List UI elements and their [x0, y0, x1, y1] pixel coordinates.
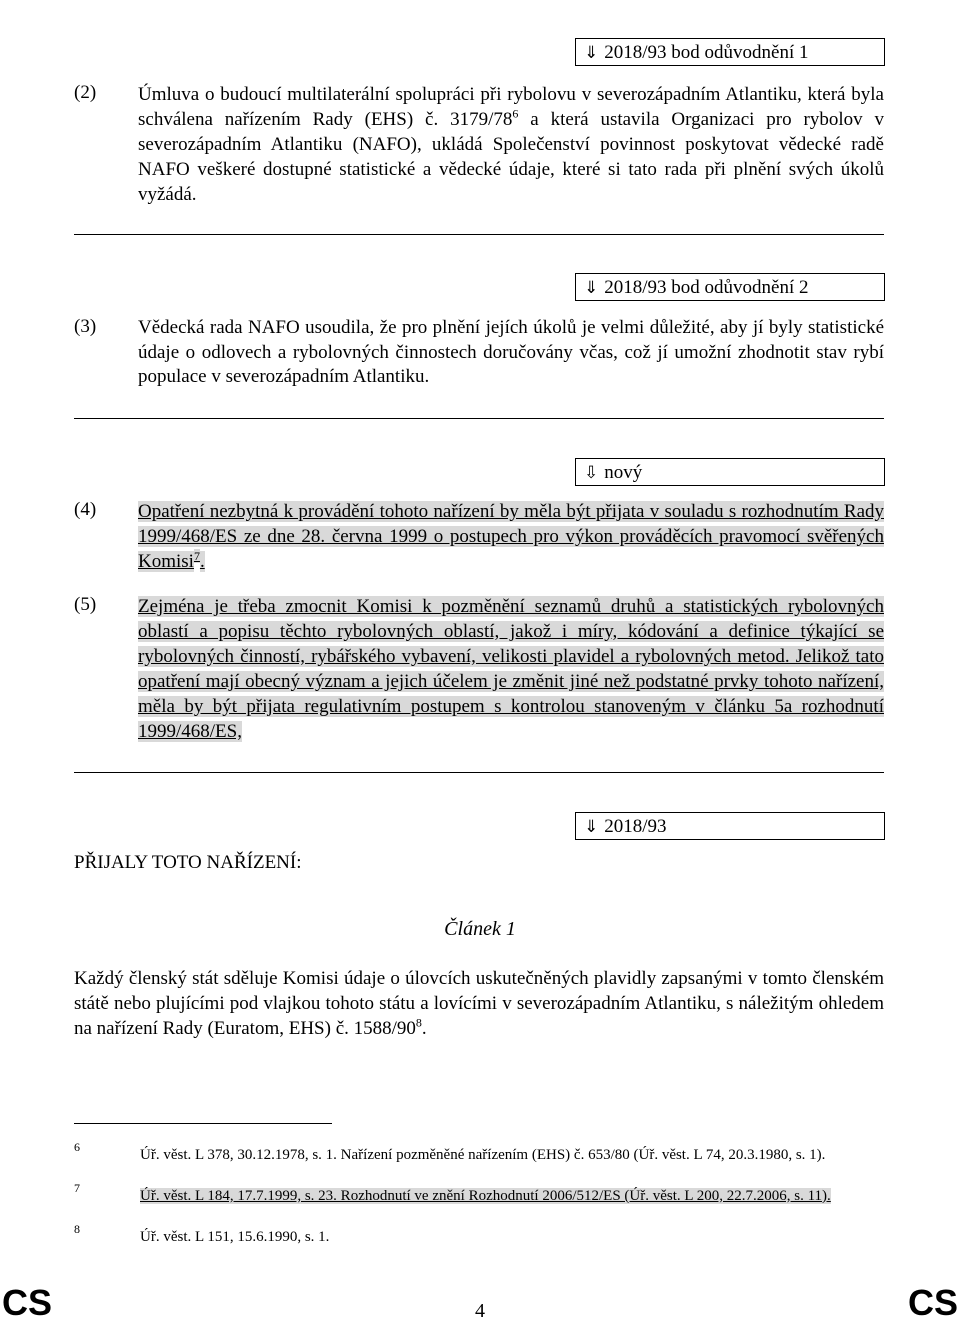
footnote-number: 7	[74, 1181, 80, 1195]
provenance-label: 2018/93 bod odůvodnění 1	[604, 42, 809, 63]
provenance-label: 2018/93	[604, 816, 667, 837]
footnote-text: Úř. věst. L 378, 30.12.1978, s. 1. Nařízení pozměněné nařízením (EHS) č. 653/80 (Úř. věst. L 74, 20.3.1980, s. 1).	[140, 1147, 826, 1163]
down-arrow-icon: ⇓	[584, 43, 599, 63]
footnote	[74, 1222, 884, 1246]
provenance-box-recital-2	[575, 273, 885, 301]
footnote-number: 8	[74, 1222, 80, 1236]
provenance-box-enacting	[575, 812, 885, 840]
provenance-box-new	[575, 458, 885, 486]
down-arrow-icon: ⇓	[584, 817, 599, 837]
recital-4	[74, 499, 884, 574]
recital-text: Opatření nezbytná k provádění tohoto nařízení by měla být přijata v souladu s rozhodnutím Rady 1999/468/ES ze dne 28. června 1999 o postupech pro výkon prováděcích pravomocí svěřených Komisi$^7$.	[138, 501, 884, 572]
down-arrow-icon: ⇓	[584, 278, 599, 298]
language-code-left: CS	[2, 1282, 53, 1323]
separator-line	[74, 234, 884, 235]
separator-line	[74, 772, 884, 773]
footnote-separator	[74, 1123, 332, 1124]
footnote-text: Úř. věst. L 184, 17.7.1999, s. 23. Rozhodnutí ve znění Rozhodnutí 2006/512/ES (Úř. věst. L 200, 22.7.2006, s. 11).	[140, 1188, 831, 1204]
language-code-right: CS	[907, 1282, 958, 1323]
provenance-label: nový	[604, 462, 643, 483]
adoption-formula: PŘIJALY TOTO NAŘÍZENÍ:	[74, 852, 302, 873]
recital-2	[74, 82, 884, 207]
footnote	[74, 1181, 884, 1205]
recital-text: Zejména je třeba zmocnit Komisi k pozměnění seznamů druhů a statistických rybolovných oblastí a popisu těchto rybolovných oblastí, jakož i míry, kódování a definice týkající se rybolovných činností, rybářského vybavení, velikosti plavidel a rybolovných metod. Jelikož tato opatření mají obecný význam a jejich účelem je změnit jiné než podstatné prvky tohoto nařízení, měla by být přijata regulativním postupem s kontrolou stanoveným v článku 5a rozhodnutí 1999/468/ES,	[138, 596, 884, 742]
recital-number: (4)	[74, 499, 97, 520]
recital-number: (5)	[74, 594, 97, 615]
provenance-label: 2018/93 bod odůvodnění 2	[604, 277, 809, 298]
provenance-box-recital-1	[575, 38, 885, 66]
footnote-ref[interactable]: 7	[193, 548, 200, 563]
footnote-ref[interactable]: 6	[512, 106, 519, 121]
recital-number: (3)	[74, 316, 97, 337]
footnote-text: Úř. věst. L 151, 15.6.1990, s. 1.	[140, 1229, 330, 1245]
recital-3	[74, 316, 884, 390]
footnote-ref[interactable]: 8	[415, 1015, 422, 1030]
recital-number: (2)	[74, 82, 97, 103]
footnote-number: 6	[74, 1140, 80, 1154]
article-title: Článek 1	[444, 918, 516, 940]
recital-text: Vědecká rada NAFO usoudila, že pro plnění jejích úkolů je velmi důležité, aby jí byly statistické údaje o odlovech a rybolovných činnostech doručovány včas, což jí umožní zhodnotit stav rybí populace v severozápadním Atlantiku.	[138, 317, 884, 387]
footnote	[74, 1140, 884, 1164]
page-number: 4	[475, 1300, 485, 1322]
recital-text: Úmluva o budoucí multilaterální spolupráci při rybolovu v severozápadním Atlantiku, která byla schválena nařízením Rady (EHS) č. $3179/78^6$ a která ustavila Organizaci pro rybolov v severozápadním Atlantiku (NAFO), ukládá Společenství povinnost poskytovat vědecké radě NAFO veškeré dostupné statistické a vědecké údaje, které si tato rada při plnění svých úkolů vyžádá.	[138, 84, 885, 205]
hollow-down-arrow-icon: ⇩	[584, 463, 599, 483]
recital-5	[74, 594, 884, 744]
separator-line	[74, 418, 884, 419]
article-text: Každý členský stát sděluje Komisi údaje o úlovcích uskutečněných plavidly zapsanými v tomto členském státě nebo plujícími pod vlajkou tohoto státu a lovícími v severozápadním Atlantiku, s náležitým ohledem na nařízení Rady (Euratom, EHS) č. $1588/90^8$.	[74, 968, 884, 1039]
